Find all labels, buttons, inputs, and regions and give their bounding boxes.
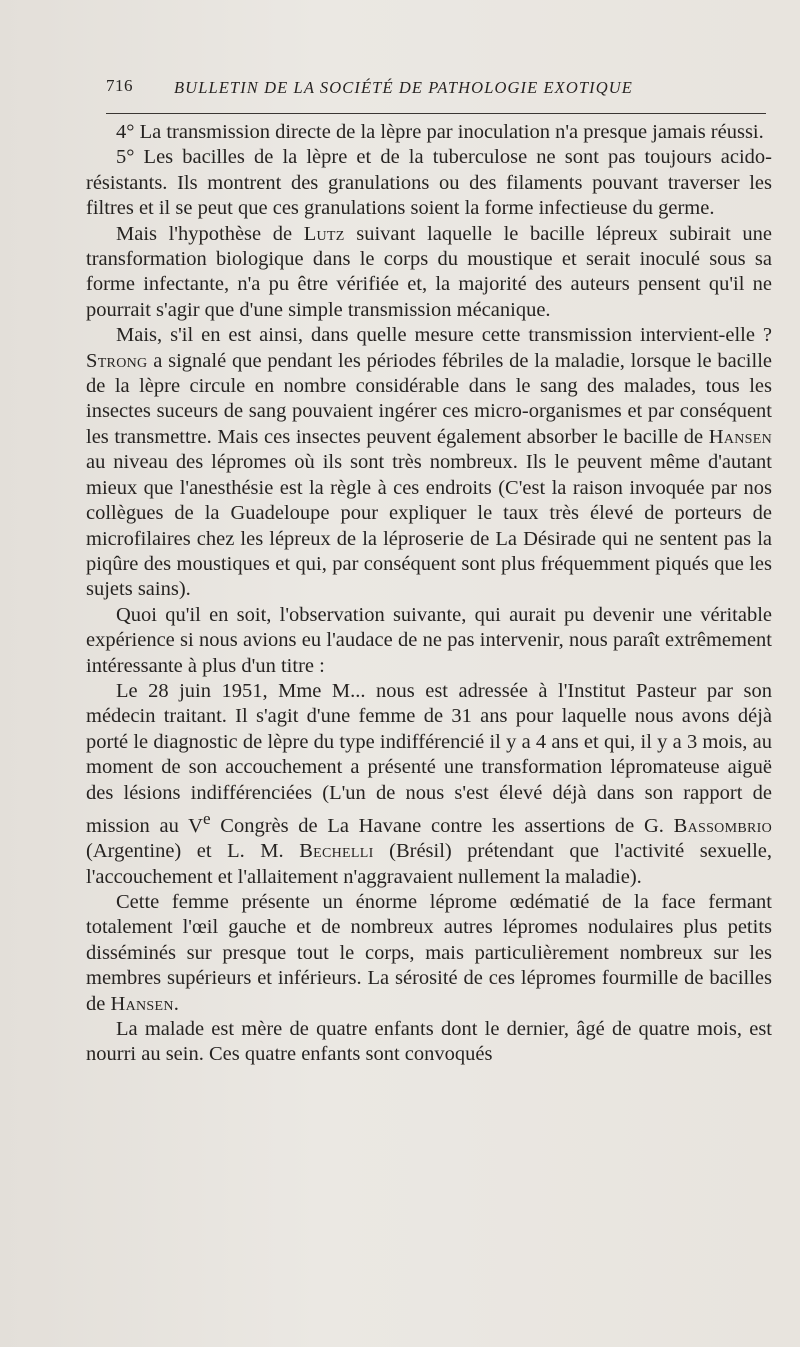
author-name-bechelli: Bechelli [299, 840, 374, 863]
author-name-hansen: Hansen [110, 992, 174, 1015]
text-run: au niveau des lépromes où ils sont très nombreux. Ils le peuvent même d'autant mieux que l'anesthésie est la règle à ces endroits (C'est la raison invoquée par nos collègues de la Guadeloupe pour expliquer le taux très élevé de porteurs de microfilaires chez les lépreux de la léproserie de La Désirade qui ne sentent pas la piqûre des moustiques et qui, par conséquent sont plus fréquemment piqués que les sujets sains). [86, 451, 772, 601]
author-name-strong: Strong [86, 349, 148, 372]
paragraph-case-report [86, 679, 772, 890]
paragraph-5-conclusion: 5° Les bacilles de la lèpre et de la tuberculose ne sont pas toujours acido-résistants. Ils montrent des granulations ou des filaments pouvant traverser les filtres et il se peut que ces granulations soient la forme infectieuse du germe. [86, 146, 772, 220]
running-head [106, 74, 766, 102]
paragraph-lutz-hypothesis [86, 222, 772, 324]
text-run: (Brésil) prétendant que l'activité sexuelle, l'accouchement et l'allaitement n'aggravaient nullement la maladie). [86, 840, 772, 888]
text-run: Mais l'hypothèse de [116, 222, 304, 245]
text-run: Congrès de La Havane contre les assertions de G. [210, 814, 674, 837]
journal-title: BULLETIN DE LA SOCIÉTÉ DE PATHOLOGIE EXOTIQUE [174, 78, 633, 97]
paragraph-transmission [86, 323, 772, 602]
paragraph-4-conclusion: 4° La transmission directe de la lèpre par inoculation n'a presque jamais réussi. [116, 121, 764, 143]
paragraph-children: La malade est mère de quatre enfants dont le dernier, âgé de quatre mois, est nourri au sein. Ces quatre enfants sont convoqués [86, 1018, 772, 1066]
body-text [86, 120, 772, 1068]
page-number: 716 [106, 76, 133, 95]
author-name-bassombrio: Bassombrio [673, 814, 772, 837]
text-run: Le 28 juin 1951, Mme M... nous est adressée à l'Institut Pasteur par son médecin traitant. Il s'agit d'une femme de 31 ans pour laquelle nous avons déjà porté le diagnostic de lèpre du type indifférencié il y a 4 ans et qui, il y a 3 mois, au moment de son accouchement a présenté une transformation lépromateuse aiguë des lésions indifférenciées (L'un de nous s'est élevé déjà dans son rapport de mission au V [86, 679, 772, 837]
text-run: Cette femme présente un énorme léprome œdématié de la face fermant totalement l'œil gauche et de nombreux autres lépromes nodulaires plus petits disséminés sur presque tout le corps, mais particulièrement nombreux sur les membres supérieurs et inférieurs. La sérosité de ces lépromes fourmille de bacilles de [86, 891, 772, 1015]
paragraph-clinical-description [86, 890, 772, 1017]
text-run: (Argentine) et L. M. [86, 840, 300, 863]
header-rule [106, 113, 766, 114]
author-name-lutz: Lutz [303, 222, 345, 245]
text-run: . [173, 992, 179, 1015]
text-run: Mais, s'il en est ainsi, dans quelle mesure cette transmission intervient-elle ? [116, 324, 772, 347]
author-name-hansen: Hansen [708, 425, 772, 448]
text-run: a signalé que pendant les périodes fébriles de la maladie, lorsque le bacille de la lèpre circule en nombre considérable dans le sang des malades, tous les insectes suceurs de sang pouvaient ingérer ces micro-organismes et par conséquent les transmettre. Mais ces insectes peuvent également absorber le bacille de [86, 349, 772, 448]
text-run: suivant laquelle le bacille lépreux subirait une transformation biologique dans le corps du moustique et serait inoculé sous sa forme infectante, n'a pu être vérifiée et, la majorité des auteurs pensent qu'il ne pourrait s'agir que d'une simple transmission mécanique. [86, 222, 773, 321]
paragraph-observation-intro: Quoi qu'il en soit, l'observation suivante, qui aurait pu devenir une véritable expérience si nous avions eu l'audace de ne pas intervenir, nous paraît extrêmement intéressante à plus d'un titre : [86, 603, 772, 677]
superscript-e: e [202, 808, 211, 828]
